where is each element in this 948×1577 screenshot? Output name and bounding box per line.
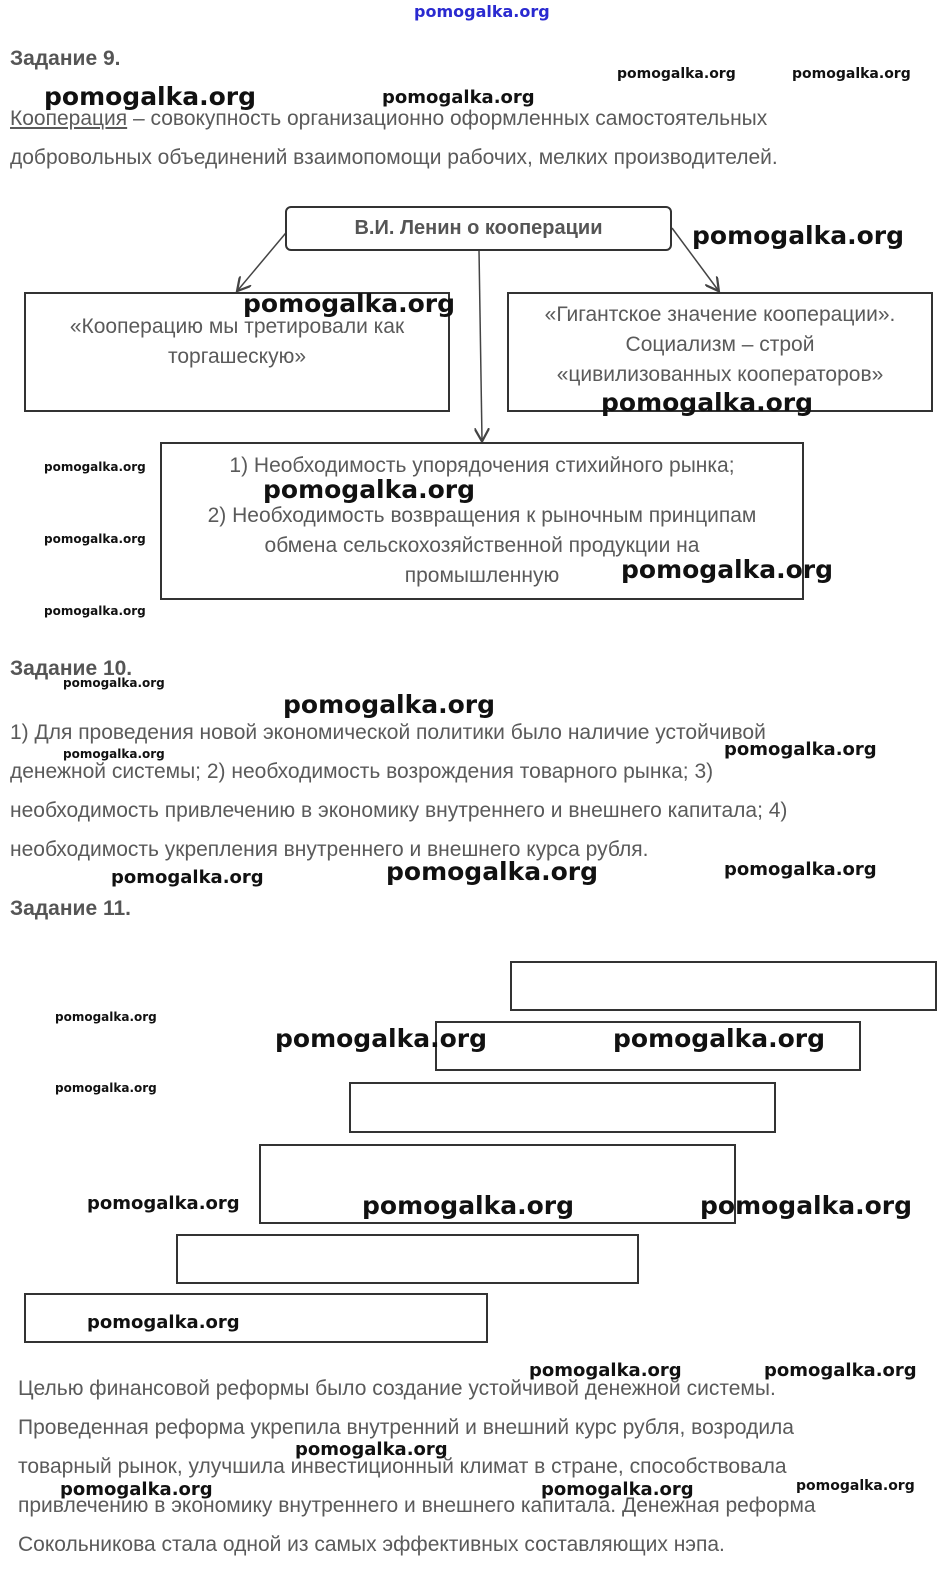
term-cooperation: Кооперация bbox=[10, 107, 128, 130]
conclusion-line: Проведенная реформа укрепила внутренний и внешний курс рубля, возродила bbox=[18, 1416, 794, 1439]
watermark: pomogalka.org bbox=[283, 690, 496, 719]
watermark: pomogalka.org bbox=[386, 857, 599, 886]
task11-conclusion bbox=[18, 1369, 943, 1564]
diagram-bottom-line1: 1) Необходимость упорядочения стихийного рынка; bbox=[229, 454, 735, 477]
watermark: pomogalka.org bbox=[382, 87, 535, 108]
watermark: pomogalka.org bbox=[44, 604, 146, 618]
watermark: pomogalka.org bbox=[362, 1191, 575, 1220]
watermark: pomogalka.org bbox=[63, 747, 165, 761]
watermark: pomogalka.org bbox=[111, 867, 264, 888]
watermark: pomogalka.org bbox=[44, 82, 257, 111]
watermark: pomogalka.org bbox=[792, 66, 911, 82]
arrow-down bbox=[479, 250, 482, 440]
diagram-bottom-line2: 2) Необходимость возвращения к рыночным принципам bbox=[207, 504, 757, 527]
task11-heading: Задание 11. bbox=[10, 897, 131, 920]
watermark: pomogalka.org bbox=[529, 1360, 682, 1381]
task9-heading: Задание 9. bbox=[10, 47, 121, 70]
watermark: pomogalka.org bbox=[275, 1024, 488, 1053]
watermark: pomogalka.org bbox=[613, 1024, 826, 1053]
conclusion-line: Целью финансовой реформы было создание устойчивой денежной системы. bbox=[18, 1377, 776, 1400]
watermark: pomogalka.org bbox=[44, 532, 146, 546]
task10-line3: необходимость привлечению в экономику внутреннего и внешнего капитала; 4) bbox=[10, 799, 788, 822]
definition-line2: добровольных объединений взаимопомощи рабочих, мелких производителей. bbox=[10, 146, 778, 169]
diagram-right-line3: «цивилизованных кооператоров» bbox=[556, 363, 884, 386]
watermark: pomogalka.org bbox=[724, 859, 877, 880]
watermark: pomogalka.org bbox=[700, 1191, 913, 1220]
watermark: pomogalka.org bbox=[764, 1360, 917, 1381]
watermark: pomogalka.org bbox=[87, 1312, 240, 1333]
answer-box[interactable] bbox=[176, 1234, 639, 1284]
arrow-left bbox=[238, 228, 290, 290]
task10-line1: 1) Для проведения новой экономической политики было наличие устойчивой bbox=[10, 721, 766, 744]
task10-heading: Задание 10. bbox=[10, 657, 133, 680]
watermark: pomogalka.org bbox=[63, 676, 165, 690]
conclusion-line: привлечению в экономику внутреннего и внешнего капитала. Денежная реформа bbox=[18, 1494, 816, 1517]
diagram-right-line1: «Гигантское значение кооперации». bbox=[544, 303, 896, 326]
watermark: pomogalka.org bbox=[44, 460, 146, 474]
task10-line4: необходимость укрепления внутреннего и внешнего курса рубля. bbox=[10, 838, 649, 861]
answer-box[interactable] bbox=[510, 961, 937, 1011]
watermark: pomogalka.org bbox=[60, 1479, 213, 1500]
watermark: pomogalka.org bbox=[617, 66, 736, 82]
answer-box[interactable] bbox=[349, 1082, 776, 1133]
diagram-top-box bbox=[285, 206, 672, 251]
watermark: pomogalka.org bbox=[55, 1010, 157, 1024]
watermark: pomogalka.org bbox=[263, 475, 476, 504]
watermark: pomogalka.org bbox=[724, 739, 877, 760]
watermark: pomogalka.org bbox=[796, 1478, 915, 1494]
watermark: pomogalka.org bbox=[87, 1193, 240, 1214]
diagram-left-text: «Кооперацию мы третировали как торгашескую» bbox=[69, 315, 405, 368]
diagram-bottom-line3: обмена сельскохозяйственной продукции на bbox=[264, 534, 700, 557]
site-header[interactable]: pomogalka.org bbox=[414, 2, 550, 21]
definition-text: – совокупность организационно оформленных самостоятельных bbox=[127, 107, 768, 130]
conclusion-line: Сокольникова стала одной из самых эффективных составляющих нэпа. bbox=[18, 1533, 725, 1556]
conclusion-line: товарный рынок, улучшила инвестиционный климат в стране, способствовала bbox=[18, 1455, 787, 1478]
watermark: pomogalka.org bbox=[601, 388, 814, 417]
task10-text bbox=[10, 713, 940, 869]
diagram-right-line2: Социализм – строй bbox=[625, 333, 815, 356]
task10-line2: денежной системы; 2) необходимость возрождения товарного рынка; 3) bbox=[10, 760, 714, 783]
diagram-top-label: В.И. Ленин о кооперации bbox=[354, 217, 603, 239]
watermark: pomogalka.org bbox=[295, 1439, 448, 1460]
watermark: pomogalka.org bbox=[692, 221, 905, 250]
watermark: pomogalka.org bbox=[55, 1081, 157, 1095]
watermark: pomogalka.org bbox=[243, 289, 456, 318]
watermark: pomogalka.org bbox=[541, 1479, 694, 1500]
diagram-bottom-line4: промышленную bbox=[404, 564, 560, 587]
watermark: pomogalka.org bbox=[621, 555, 834, 584]
